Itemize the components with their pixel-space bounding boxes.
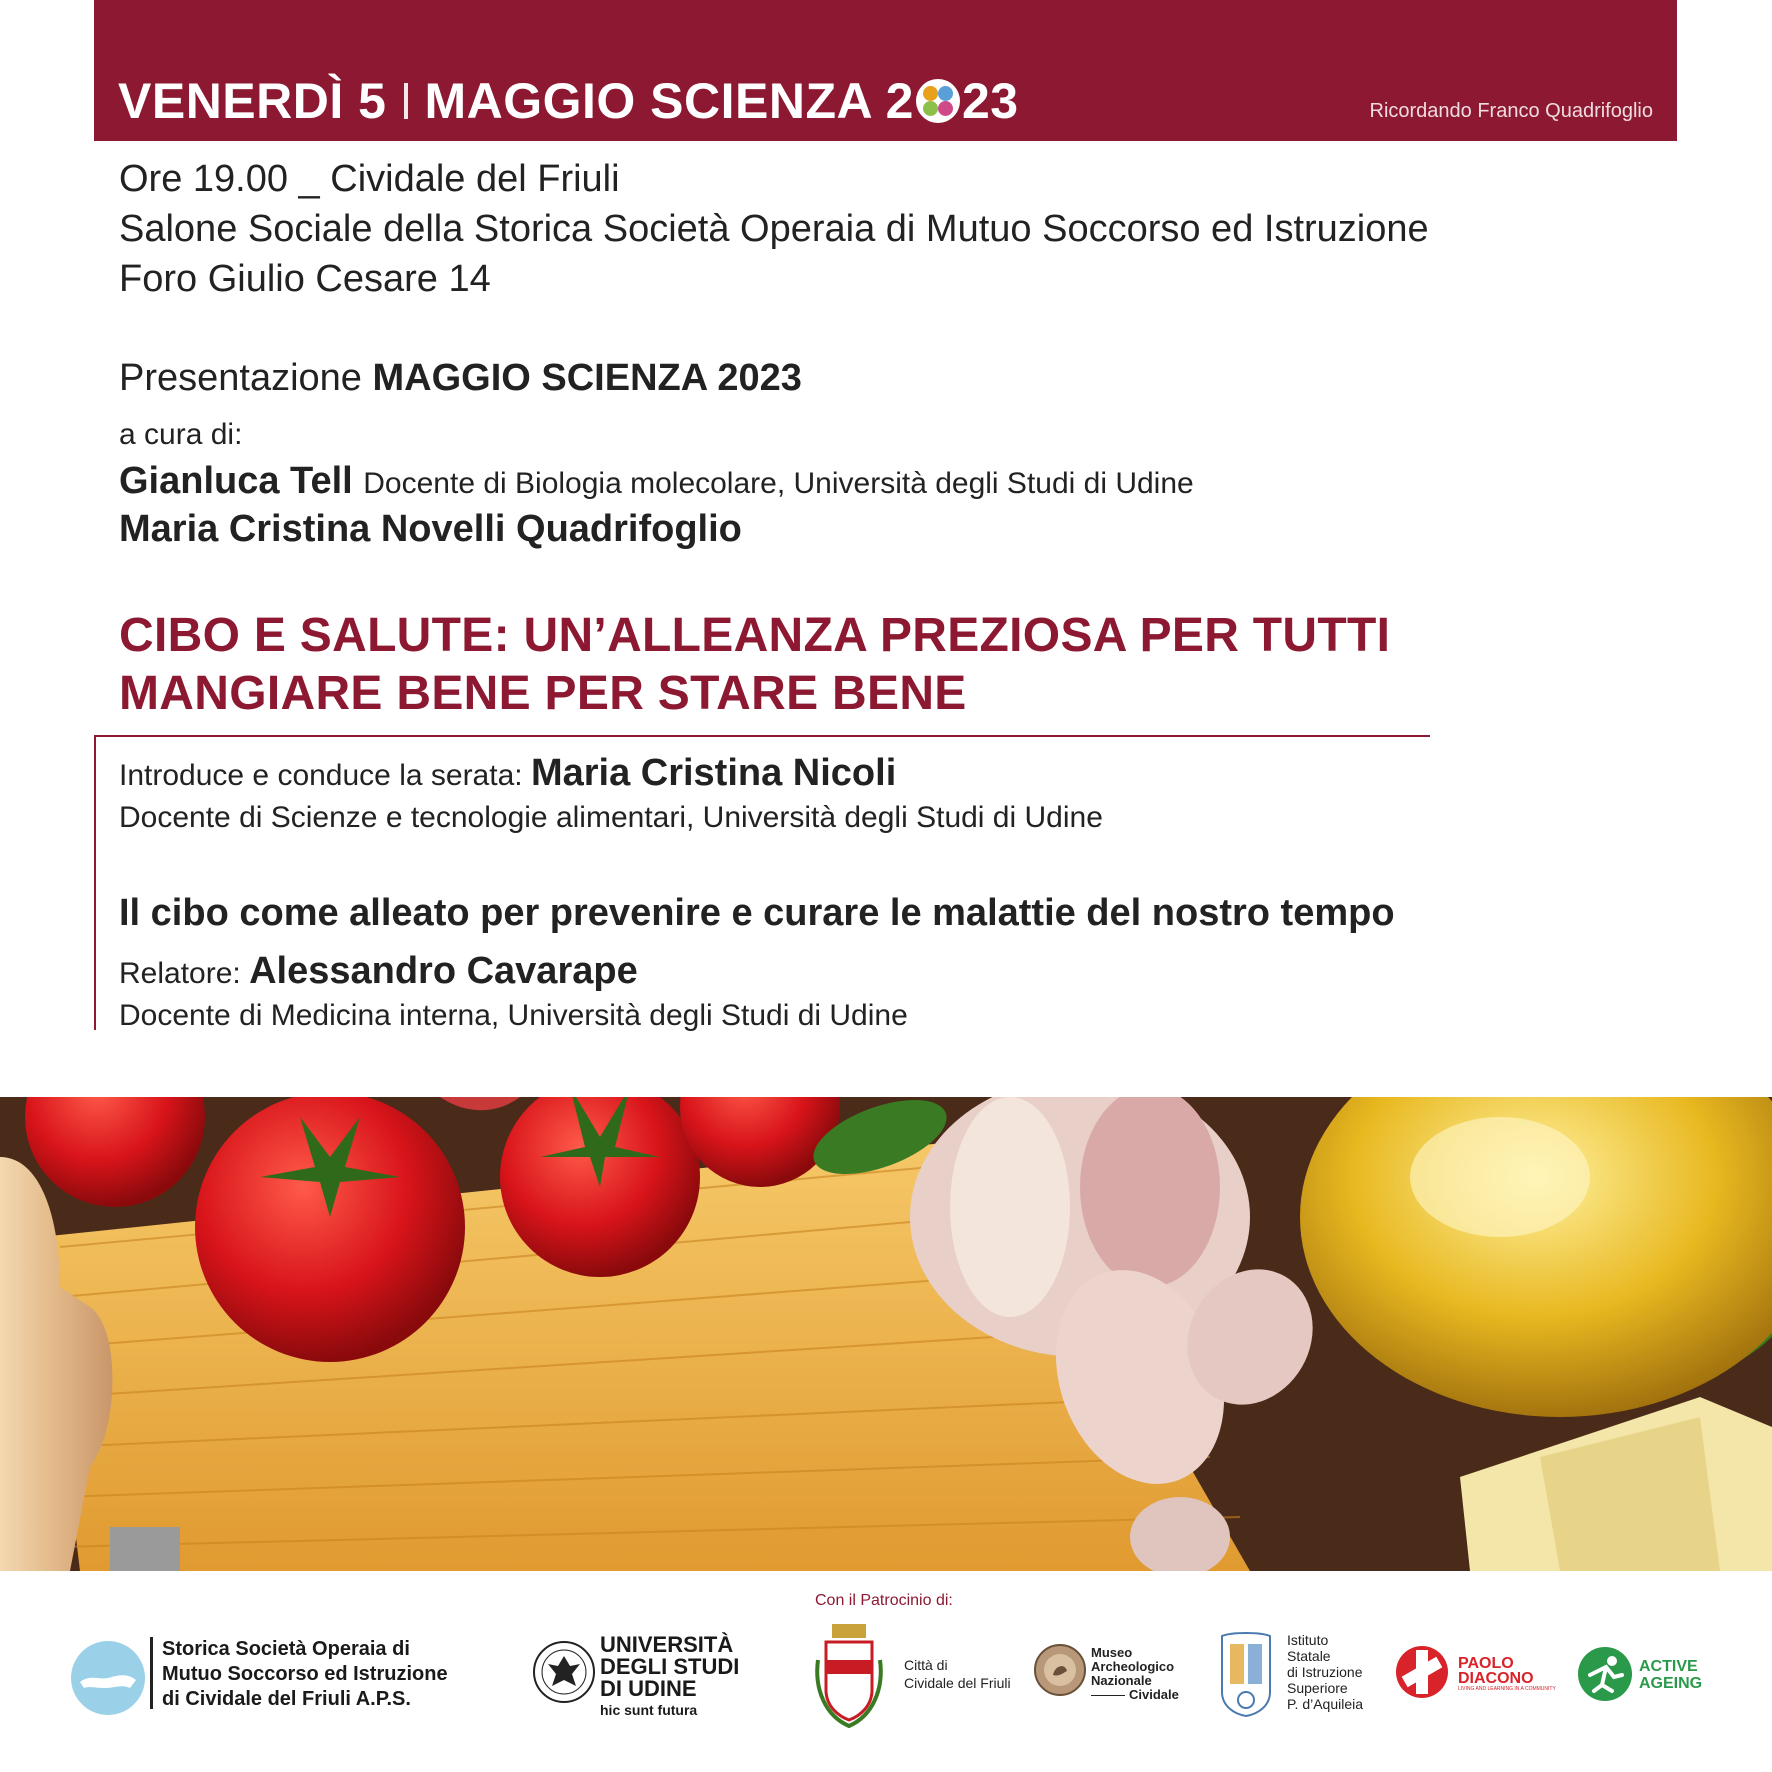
- header-event-post: 23: [962, 73, 1019, 129]
- speaker-name: Alessandro Cavarape: [249, 950, 638, 992]
- istituto-line-3: di Istruzione: [1287, 1664, 1363, 1680]
- soms-logo: [70, 1640, 146, 1721]
- city-line-2: Cividale del Friuli: [904, 1675, 1011, 1691]
- istituto-crest-icon: [1216, 1630, 1276, 1718]
- presentation-prefix: Presentazione: [119, 357, 373, 399]
- host-prefix: Introduce e conduce la serata:: [119, 759, 531, 792]
- istituto-line-5: P. d’Aquileia: [1287, 1696, 1364, 1712]
- active-line-2: AGEING: [1639, 1675, 1703, 1692]
- uniud-motto: hic sunt futura: [600, 1702, 698, 1718]
- header-bar: [94, 0, 1677, 141]
- food-photo: [0, 1097, 1772, 1571]
- eagle-seal-icon: [532, 1640, 596, 1704]
- uniud-line-3: DI UDINE: [600, 1676, 697, 1701]
- museo-rule: [1091, 1695, 1125, 1696]
- uniud-name: [600, 1634, 739, 1720]
- soms-name-line-2: Mutuo Soccorso ed Istruzione: [162, 1663, 448, 1685]
- paolo-line-1: PAOLO: [1458, 1655, 1514, 1672]
- museo-name: [1091, 1646, 1179, 1702]
- header-day: VENERDÌ 5: [118, 73, 387, 129]
- museo-line-4-row: [1091, 1688, 1179, 1702]
- paolo-diacono-logo: [1394, 1644, 1450, 1705]
- divider-horizontal: [94, 735, 1430, 737]
- curator-1-name: Gianluca Tell: [119, 460, 353, 502]
- presentation-name: MAGGIO SCIENZA 2023: [372, 357, 802, 399]
- topic-title-line-1: CIBO E SALUTE: UN’ALLEANZA PREZIOSA PER TUTTI: [119, 609, 1391, 662]
- speaker-prefix: Relatore:: [119, 957, 250, 990]
- museo-line-3: Nazionale: [1091, 1673, 1152, 1688]
- speaker-role: Docente di Medicina interna, Università degli Studi di Udine: [119, 999, 908, 1032]
- curator-1-role: Docente di Biologia molecolare, Università degli Studi di Udine: [363, 467, 1194, 500]
- topic-title-line-2: MANGIARE BENE PER STARE BENE: [119, 667, 967, 720]
- presentation-line: [119, 357, 802, 400]
- istituto-line-2: Statale: [1287, 1648, 1331, 1664]
- header-title: [118, 72, 1019, 130]
- header-event-pre: MAGGIO SCIENZA 2: [424, 73, 914, 129]
- istituto-name: [1287, 1632, 1363, 1712]
- food-illustration: [0, 1097, 1772, 1571]
- istituto-line-1: Istituto: [1287, 1632, 1329, 1648]
- istituto-line-4: Superiore: [1287, 1680, 1348, 1696]
- host-role: Docente di Scienze e tecnologie alimentari, Università degli Studi di Udine: [119, 801, 1103, 834]
- uniud-line-2: DEGLI STUDI: [600, 1654, 740, 1679]
- curator-1: [119, 460, 1194, 503]
- museo-line-2: Archeologico: [1091, 1659, 1175, 1674]
- handshake-icon: [70, 1640, 146, 1716]
- patronage-label: Con il Patrocinio di:: [815, 1592, 953, 1609]
- city-line-1: Città di: [904, 1657, 948, 1673]
- event-address: Foro Giulio Cesare 14: [119, 258, 491, 300]
- paolo-diacono-icon: [1394, 1644, 1450, 1700]
- curated-by-label: a cura di:: [119, 418, 243, 451]
- paolo-line-2: DIACONO: [1458, 1670, 1534, 1687]
- header-divider: [404, 83, 408, 119]
- paolo-diacono-name: [1458, 1656, 1556, 1693]
- istituto-logo: [1216, 1630, 1276, 1723]
- soms-name-line-3: di Cividale del Friuli A.P.S.: [162, 1688, 411, 1710]
- active-ageing-name: [1639, 1658, 1702, 1692]
- active-line-1: ACTIVE: [1639, 1658, 1698, 1675]
- active-ageing-logo: [1576, 1645, 1634, 1708]
- museo-logo: [1033, 1643, 1087, 1702]
- event-time-place: Ore 19.00 _ Cividale del Friuli: [119, 158, 620, 200]
- event-venue: Salone Sociale della Storica Società Operaia di Mutuo Soccorso ed Istruzione: [119, 208, 1429, 250]
- active-ageing-icon: [1576, 1645, 1634, 1703]
- city-crest-icon: [812, 1620, 886, 1730]
- soms-divider: [150, 1637, 153, 1709]
- curator-2-name: Maria Cristina Novelli Quadrifoglio: [119, 508, 742, 550]
- uniud-line-1: UNIVERSITÀ: [600, 1632, 734, 1657]
- uniud-seal: [532, 1640, 596, 1709]
- header-dedication: Ricordando Franco Quadrifoglio: [1369, 100, 1653, 122]
- museo-line-4: Cividale: [1129, 1687, 1179, 1702]
- host-name: Maria Cristina Nicoli: [530, 752, 897, 794]
- soms-name-line-1: Storica Società Operaia di: [162, 1638, 410, 1660]
- museum-coin-icon: [1033, 1643, 1087, 1697]
- soms-name: [162, 1637, 448, 1712]
- host-line: [119, 752, 896, 795]
- talk-title: Il cibo come alleato per prevenire e curare le malattie del nostro tempo: [119, 892, 1395, 934]
- cividale-name: [904, 1656, 1011, 1692]
- paolo-tagline: LIVING AND LEARNING IN A COMMUNITY: [1458, 1686, 1556, 1692]
- museo-line-1: Museo: [1091, 1645, 1133, 1660]
- cividale-crest: [812, 1620, 886, 1735]
- quadrifoglio-logo-icon: [916, 79, 960, 123]
- divider-vertical: [94, 735, 96, 1030]
- speaker-line: [119, 950, 638, 993]
